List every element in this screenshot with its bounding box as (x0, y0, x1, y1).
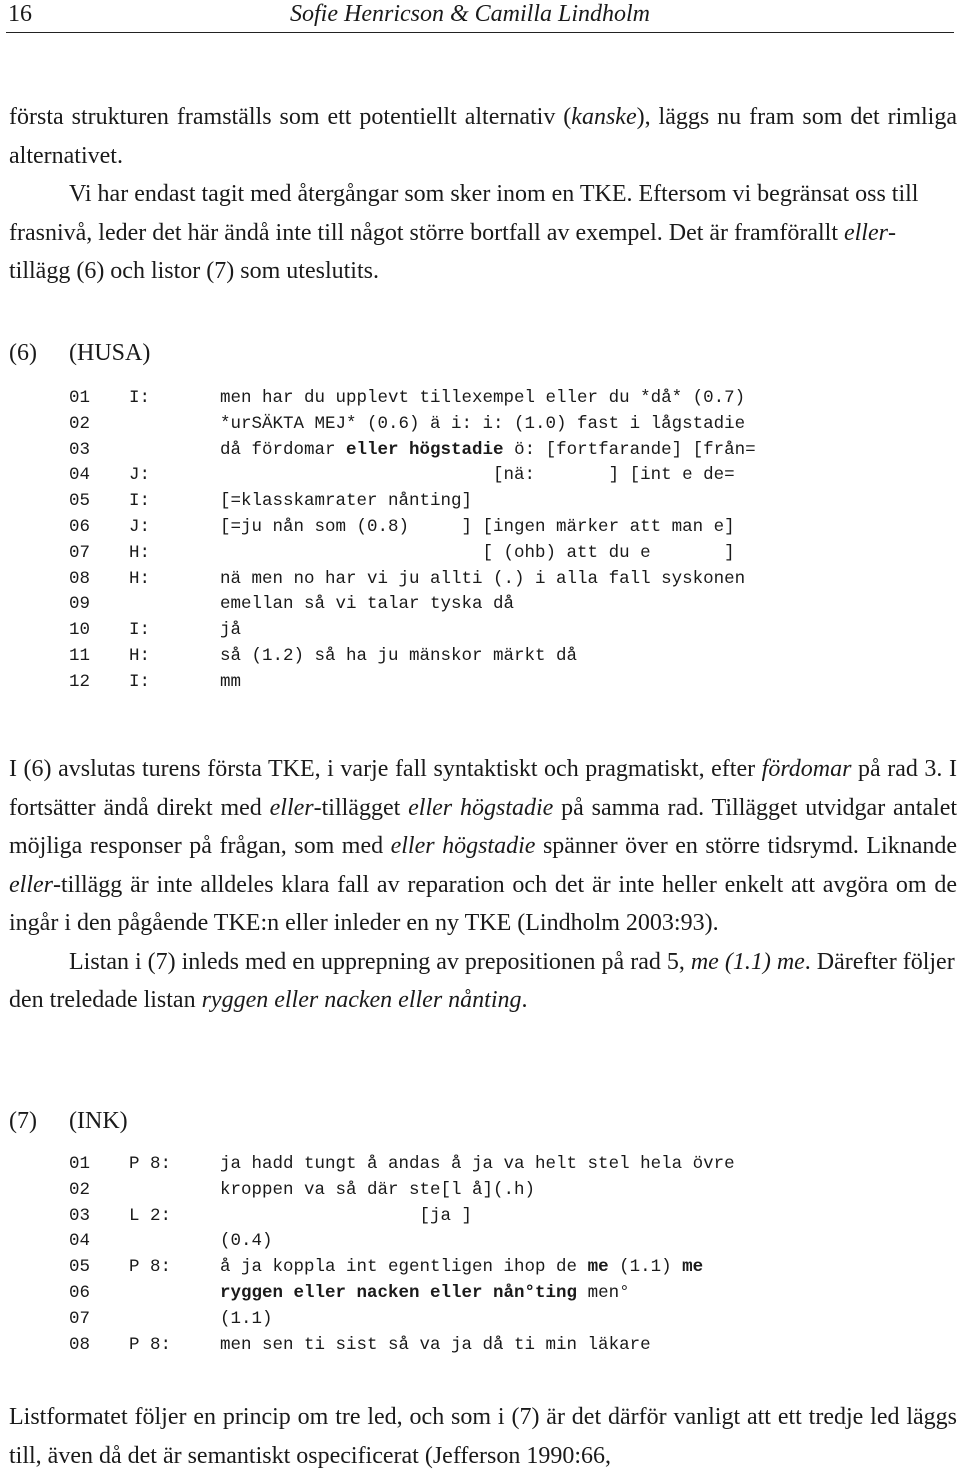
speaker: H: (129, 542, 151, 563)
line-number: 05 (69, 1257, 91, 1278)
line-number: 05 (69, 491, 91, 512)
emphasis: eller högstadie (390, 833, 536, 859)
text-run: ), läggs nu fram som det rimliga alternativet. (9, 104, 957, 169)
transcript-line (69, 1229, 735, 1255)
transcript-line (69, 463, 756, 489)
utterance: men sen ti sist så va ja då ti min läkare (220, 1334, 651, 1355)
example-number: (7) (9, 1108, 37, 1134)
transcript-line (69, 644, 756, 670)
transcript-line (69, 515, 756, 541)
running-title: Sofie Henricson & Camilla Lindholm (290, 1, 650, 27)
line-number: 11 (69, 645, 91, 666)
speaker: P 8: (129, 1257, 172, 1278)
line-number: 03 (69, 439, 91, 460)
page-header (0, 0, 960, 32)
emphasis: me (1.1) me (690, 948, 805, 975)
emphasized-utterance: ryggen eller nacken eller nån°ting (220, 1282, 578, 1303)
speaker: J: (129, 516, 151, 537)
emphasis: fördomar (761, 756, 852, 782)
utterance: men har du upplevt tillexempel eller du *då* (0.7) (220, 388, 746, 408)
utterance: å ja koppla int egentligen ihop de (220, 1257, 588, 1278)
speaker: L 2: (129, 1205, 172, 1226)
speaker: P 8: (129, 1154, 172, 1174)
transcript-line (69, 1204, 735, 1230)
line-number: 06 (69, 516, 91, 537)
text-run: första strukturen framställs som ett potentiellt alternativ ( (9, 104, 572, 130)
utterance: (1.1) (220, 1308, 273, 1329)
transcript-line (69, 670, 756, 696)
speaker: I: (129, 388, 151, 408)
analysis-paragraph-1 (9, 750, 957, 943)
intro-paragraph-1 (9, 98, 957, 175)
intro-paragraph-2 (9, 175, 957, 291)
utterance: jå (220, 620, 242, 641)
example-label: (INK) (69, 1108, 128, 1134)
analysis-paragraph-2 (9, 943, 957, 1020)
emphasized-utterance: eller högstadie (346, 439, 504, 460)
utterance: nä men no har vi ju allti (.) i alla fall syskonen (220, 568, 746, 589)
utterance: då fördomar (220, 439, 347, 460)
emphasized-utterance: me (587, 1257, 609, 1278)
line-number: 02 (69, 413, 91, 434)
text-run: I (6) avslutas turens första TKE, i varje fall syntaktiskt och pragmatiskt, efter (9, 756, 762, 782)
utterance: [ (ohb) att du e ] (220, 542, 735, 563)
line-number: 01 (69, 388, 91, 408)
speaker: I: (129, 671, 151, 692)
utterance: [=klasskamrater nånting] (220, 491, 473, 512)
emphasis: eller (843, 219, 888, 246)
analysis-text (9, 750, 957, 1020)
utterance: *urSÄKTA MEJ* (0.6) ä i: i: (1.0) fast i lågstadie (220, 413, 746, 434)
text-run: Listan i (7) inleds med en upprepning av prepositionen på rad 5, (69, 948, 691, 975)
text-run: -tillägget (313, 794, 409, 821)
text-run: på rad 3. I fortsätter ändå direkt med (9, 756, 957, 821)
header-rule (6, 32, 954, 33)
closing-text (9, 1398, 957, 1475)
emphasis: eller (269, 794, 314, 821)
transcript-line (69, 1255, 735, 1281)
text-run: spänner över en större tidsrymd. Liknande (535, 833, 958, 859)
utterance: ö: [fortfarande] [från= (503, 439, 756, 460)
utterance: mm (220, 671, 242, 692)
transcript-line (69, 1281, 735, 1307)
transcript-line (69, 386, 756, 412)
utterance: (1.1) (608, 1257, 683, 1278)
text-run: . Därefter följer den treledade listan (9, 948, 955, 1013)
text-run: Vi har endast tagit med återgångar som sker inom en TKE. Eftersom vi begränsat oss till frasnivå, leder det här ändå inte till något större bortfall av exempel. Det är framförallt (9, 181, 919, 246)
text-run: -tillägg är inte alldeles klara fall av reparation och det är inte heller enkelt att avgöra om de ingår i den pågående TKE:n eller inleder en ny TKE (Lindholm 2003:93). (9, 871, 957, 936)
speaker: I: (129, 491, 151, 512)
transcript-line (69, 541, 756, 567)
transcript-line (69, 1307, 735, 1333)
transcript-line (69, 1178, 735, 1204)
emphasized-utterance: me (682, 1257, 704, 1278)
utterance: (0.4) (220, 1231, 273, 1252)
speaker: H: (129, 568, 151, 589)
utterance: [ja ] (220, 1205, 473, 1226)
utterance: så (1.2) så ha ju mänskor märkt då (220, 645, 578, 666)
line-number: 04 (69, 1231, 91, 1252)
transcript-line (69, 412, 756, 438)
transcript-line (69, 567, 756, 593)
line-number: 10 (69, 620, 91, 641)
line-number: 07 (69, 1308, 91, 1329)
text-run: på samma rad. Tillägget utvidgar antalet möjliga responser på frågan, som med (9, 794, 958, 859)
line-number: 09 (69, 594, 91, 615)
utterance: kroppen va så där ste[l å](.h) (220, 1179, 536, 1200)
line-number: 06 (69, 1282, 91, 1303)
speaker: H: (129, 645, 151, 666)
utterance: [nä: ] [int e de= (220, 465, 735, 486)
line-number: 08 (69, 568, 91, 589)
line-number: 12 (69, 671, 91, 692)
emphasis: eller (9, 871, 53, 898)
example-number: (6) (9, 340, 37, 366)
page-number: 16 (8, 1, 32, 27)
emphasis: kanske (571, 104, 637, 130)
intro-text (9, 98, 957, 291)
utterance: [=ju nån som (0.8) ] [ingen märker att man e] (220, 516, 735, 537)
line-number: 04 (69, 465, 91, 486)
speaker: P 8: (129, 1334, 172, 1355)
transcript-7 (69, 1152, 735, 1358)
line-number: 07 (69, 542, 91, 563)
example-label: (HUSA) (69, 340, 151, 366)
transcript-6 (69, 386, 756, 696)
transcript-line (69, 1333, 735, 1359)
example-6-heading (9, 340, 150, 367)
line-number: 03 (69, 1205, 91, 1226)
line-number: 02 (69, 1179, 91, 1200)
closing-paragraph: Listformatet följer en princip om tre led, och som i (7) är det därför vanligt att ett tredje led läggs till, även då det är semantiskt ospecificerat (Jefferson 1990:66, (9, 1404, 957, 1469)
transcript-line (69, 592, 756, 618)
line-number: 08 (69, 1334, 91, 1355)
transcript-line (69, 489, 756, 515)
utterance: men° (577, 1282, 630, 1303)
utterance: ja hadd tungt å andas å ja va helt stel hela övre (220, 1154, 735, 1174)
transcript-line (69, 618, 756, 644)
text-run: . (521, 987, 528, 1013)
example-7-heading (9, 1108, 128, 1135)
speaker: I: (129, 620, 151, 641)
emphasis: ryggen eller nacken eller nånting (201, 987, 522, 1013)
transcript-line (69, 438, 756, 464)
utterance: emellan så vi talar tyska då (220, 594, 515, 615)
transcript-line (69, 1152, 735, 1178)
emphasis: eller högstadie (408, 794, 554, 821)
speaker: J: (129, 465, 151, 486)
text-run: -tillägg (6) och listor (7) som uteslutits. (9, 219, 896, 284)
line-number: 01 (69, 1154, 91, 1174)
